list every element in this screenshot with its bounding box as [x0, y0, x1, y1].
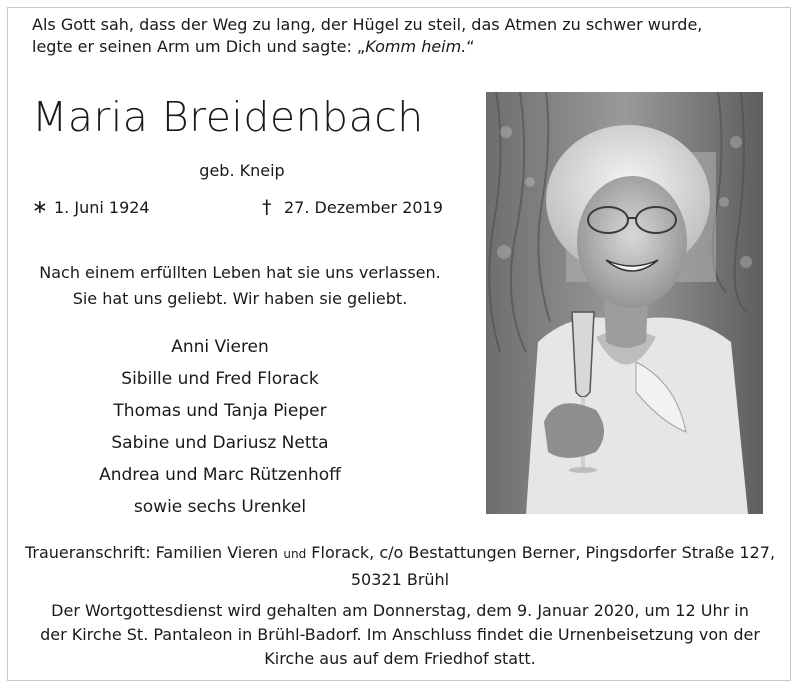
birth-star-icon: ∗: [32, 196, 48, 218]
poem-quote: Komm heim.: [365, 37, 467, 56]
death-date: 27. Dezember 2019: [284, 198, 443, 217]
family-member: Anni Vieren: [171, 337, 269, 357]
service-line-1: Der Wortgottesdienst wird gehalten am Donnerstag, dem 9. Januar 2020, um 12 Uhr in: [51, 601, 749, 620]
family-member: sowie sechs Urenkel: [133, 497, 307, 517]
poem-line-2-prefix: legte er seinen Arm um Dich und sagte: „: [32, 37, 366, 56]
family-member: Sibille und Fred Florack: [121, 369, 319, 389]
portrait-photo: [486, 92, 763, 514]
service-information: [18, 599, 782, 671]
address-line-1: [22, 540, 778, 567]
cross-icon: †: [262, 196, 272, 218]
service-line-3: Kirche aus auf dem Friedhof statt.: [264, 649, 536, 668]
farewell-line-2: Sie hat uns geliebt. Wir haben sie geliebt.: [72, 289, 408, 308]
poem-line-2: [32, 36, 772, 58]
farewell-line-1: Nach einem erfüllten Leben hat sie uns verlassen.: [39, 263, 441, 282]
address-und: und: [283, 547, 307, 561]
birth-line: [32, 196, 150, 219]
address-part-1: Traueranschrift: Familien Vieren: [24, 543, 284, 562]
memorial-poem: [32, 14, 772, 58]
maiden-name: geb. Kneip: [199, 161, 285, 180]
family-member: Sabine und Dariusz Netta: [111, 433, 329, 453]
service-line-2: der Kirche St. Pantaleon in Brühl-Badorf. Im Anschluss findet die Urnenbeisetzung von der: [40, 625, 760, 644]
family-list: [40, 331, 400, 523]
poem-line-1: Als Gott sah, dass der Weg zu lang, der Hügel zu steil, das Atmen zu schwer wurde,: [32, 15, 703, 34]
family-member: Thomas und Tanja Pieper: [113, 401, 327, 421]
farewell-text: [20, 260, 460, 312]
deceased-name: Maria Breidenbach: [32, 93, 424, 141]
address-part-2: Florack, c/o Bestattungen Berner, Pingsdorfer Straße 127,: [306, 543, 776, 562]
address-line-2: 50321 Brühl: [350, 570, 450, 589]
poem-line-2-suffix: “: [466, 37, 475, 56]
birth-date: 1. Juni 1924: [54, 198, 150, 217]
death-line: [262, 196, 443, 219]
family-member: Andrea und Marc Rützenhoff: [99, 465, 341, 485]
mourning-address: [22, 540, 778, 593]
